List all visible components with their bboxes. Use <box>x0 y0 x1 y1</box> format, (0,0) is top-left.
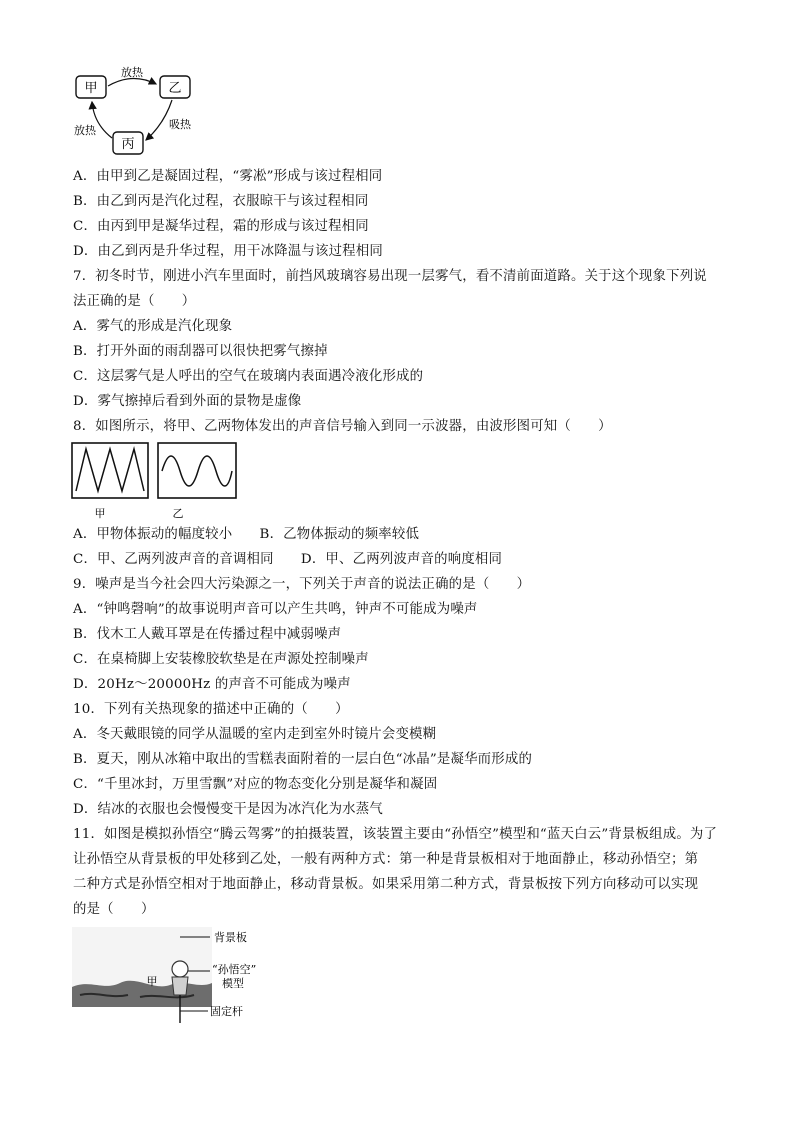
filming-setup-svg <box>70 925 290 1025</box>
q11-stem-line3: 二种方式是孙悟空相对于地面静止，移动背景板。如果采用第二种方式，背景板按下列方向移动可以实现 <box>73 877 699 892</box>
q11-stem-line2: 让孙悟空从背景板的甲处移到乙处，一般有两种方式：第一种是背景板相对于地面静止，移动孙悟空；第 <box>73 852 699 867</box>
label-release-heat-2: 放热 <box>74 124 96 137</box>
q8-options-line2: C．甲、乙两列波声音的音调相同 D．甲、乙两列波声音的响度相同 <box>73 552 503 567</box>
label-release-heat-1: 放热 <box>121 66 143 79</box>
q10-stem: 10．下列有关热现象的描述中正确的（ ） <box>73 702 349 717</box>
q10-option-c: C．“千里冰封，万里雪飘”对应的物态变化分别是凝华和凝固 <box>73 777 438 792</box>
q7-option-c: C．这层雾气是人呼出的空气在玻璃内表面遇冷液化形成的 <box>73 369 424 384</box>
q6-option-b: B．由乙到丙是汽化过程，衣服晾干与该过程相同 <box>73 194 369 209</box>
q9-stem: 9．噪声是当今社会四大污染源之一，下列关于声音的说法正确的是（ ） <box>73 577 531 592</box>
q10-option-b: B．夏天，刚从冰箱中取出的雪糕表面附着的一层白色“冰晶”是凝华而形成的 <box>73 752 533 767</box>
q10-option-d: D．结冰的衣服也会慢慢变干是因为冰汽化为水蒸气 <box>73 802 383 817</box>
filming-setup-figure <box>70 925 290 1025</box>
q6-option-c: C．由丙到甲是凝华过程，霜的形成与该过程相同 <box>73 219 369 234</box>
q9-option-a: A．“钟鸣磬响”的故事说明声音可以产生共鸣，钟声不可能成为噪声 <box>73 602 478 617</box>
label-model-line1: “孙悟空” <box>212 963 257 976</box>
q9-option-b: B．伐木工人戴耳罩是在传播过程中减弱噪声 <box>73 627 342 642</box>
monkey-model-body <box>172 977 188 995</box>
q11-stem-line4: 的是（ ） <box>73 902 155 917</box>
node-jia: 甲 <box>84 81 98 96</box>
q7-option-a: A．雾气的形成是汽化现象 <box>73 319 233 334</box>
waveform-label-yi: 乙 <box>172 507 184 520</box>
monkey-model-head <box>172 961 188 977</box>
node-yi: 乙 <box>168 81 182 96</box>
arrow-jia-to-yi <box>108 78 156 86</box>
label-background-board: 背景板 <box>214 931 247 944</box>
waveform-label-jia: 甲 <box>94 507 106 520</box>
state-change-diagram <box>70 62 210 158</box>
label-jia-position: 甲 <box>146 975 158 988</box>
q6-option-a: A．由甲到乙是凝固过程，“雾凇”形成与该过程相同 <box>73 169 383 184</box>
state-change-svg <box>70 62 210 158</box>
label-fixed-rod: 固定杆 <box>210 1005 243 1018</box>
q7-stem-line2: 法正确的是（ ） <box>73 294 196 309</box>
oscilloscope-svg <box>70 441 240 521</box>
oscilloscope-figure <box>70 441 240 521</box>
q8-options-line1: A．甲物体振动的幅度较小 B．乙物体振动的频率较低 <box>73 527 420 542</box>
q9-option-d: D．20Hz～20000Hz 的声音不可能成为噪声 <box>73 677 351 692</box>
q7-stem-line1: 7．初冬时节，刚进小汽车里面时，前挡风玻璃容易出现一层雾气，看不清前面道路。关于这个现象下列说 <box>73 269 707 284</box>
waveform-box-yi <box>158 443 236 498</box>
q6-option-d: D．由乙到丙是升华过程，用干冰降温与该过程相同 <box>73 244 383 259</box>
q8-stem: 8．如图所示，将甲、乙两物体发出的声音信号输入到同一示波器，由波形图可知（ ） <box>73 419 612 434</box>
q10-option-a: A．冬天戴眼镜的同学从温暖的室内走到室外时镜片会变模糊 <box>73 727 437 742</box>
label-absorb-heat: 吸热 <box>169 118 191 131</box>
q7-option-d: D．雾气擦掉后看到外面的景物是虚像 <box>73 394 302 409</box>
q11-stem-line1: 11．如图是模拟孙悟空“腾云驾雾”的拍摄装置，该装置主要由“孙悟空”模型和“蓝天白云”背景板组成。为了 <box>73 827 718 842</box>
q9-option-c: C．在桌椅脚上安装橡胶软垫是在声源处控制噪声 <box>73 652 369 667</box>
q7-option-b: B．打开外面的雨刮器可以很快把雾气擦掉 <box>73 344 328 359</box>
label-model-line2: 模型 <box>222 977 244 990</box>
node-bing: 丙 <box>121 137 135 152</box>
